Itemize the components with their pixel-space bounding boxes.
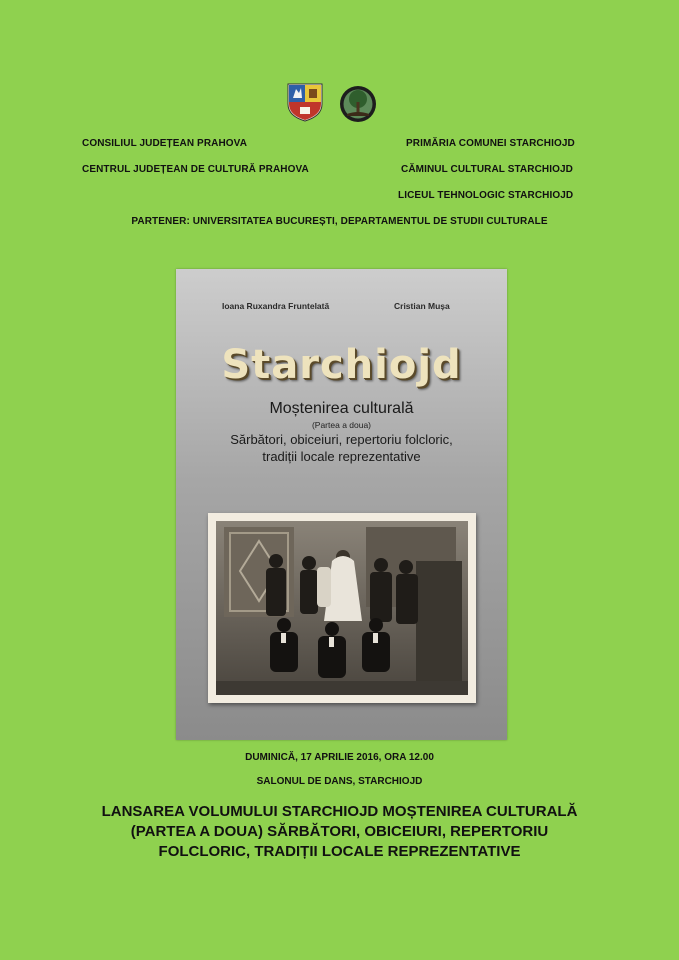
event-date: DUMINICĂ, 17 APRILIE 2016, ORA 12.00 bbox=[245, 752, 434, 763]
announcement-line-2: (PARTEA A DOUA) SĂRBĂTORI, OBICEIURI, REPERTORIU bbox=[130, 823, 549, 840]
wedding-group-photo bbox=[216, 521, 468, 695]
book-title: Starchiojd bbox=[221, 342, 462, 388]
book-author-2: Cristian Mușa bbox=[394, 301, 450, 311]
organizer-county-council: CONSILIUL JUDEȚEAN PRAHOVA bbox=[82, 138, 248, 149]
book-subtitle: Moștenirea culturală bbox=[269, 400, 414, 417]
book-description-line2: tradiții locale reprezentative bbox=[262, 449, 421, 464]
organizer-county-culture-center: CENTRUL JUDEȚEAN DE CULTURĂ PRAHOVA bbox=[82, 164, 309, 175]
logos-row bbox=[0, 82, 679, 126]
tree-emblem-icon bbox=[339, 84, 377, 124]
vintage-photo-frame bbox=[208, 513, 476, 703]
coat-of-arms-icon bbox=[286, 82, 324, 122]
announcement-line-1: LANSAREA VOLUMULUI STARCHIOJD MOȘTENIREA CULTURALĂ bbox=[101, 803, 578, 820]
book-description-line1: Sărbători, obiceiuri, repertoriu folcloric, bbox=[230, 432, 453, 447]
partner-line: PARTENER: UNIVERSITATEA BUCUREȘTI, DEPARTAMENTUL DE STUDII CULTURALE bbox=[131, 216, 548, 227]
organizer-cultural-home: CĂMINUL CULTURAL STARCHIOJD bbox=[401, 164, 573, 175]
book-part: (Partea a doua) bbox=[311, 420, 372, 430]
launch-announcement bbox=[60, 802, 619, 862]
event-place: SALONUL DE DANS, STARCHIOJD bbox=[256, 776, 423, 787]
announcement-line-3: FOLCLORIC, TRADIȚII LOCALE REPREZENTATIVE bbox=[158, 843, 521, 860]
organizer-town-hall: PRIMĂRIA COMUNEI STARCHIOJD bbox=[406, 138, 575, 149]
book-author-1: Ioana Ruxandra Fruntelată bbox=[222, 301, 330, 311]
book-cover bbox=[176, 269, 507, 740]
organizer-high-school: LICEUL TEHNOLOGIC STARCHIOJD bbox=[398, 190, 574, 201]
